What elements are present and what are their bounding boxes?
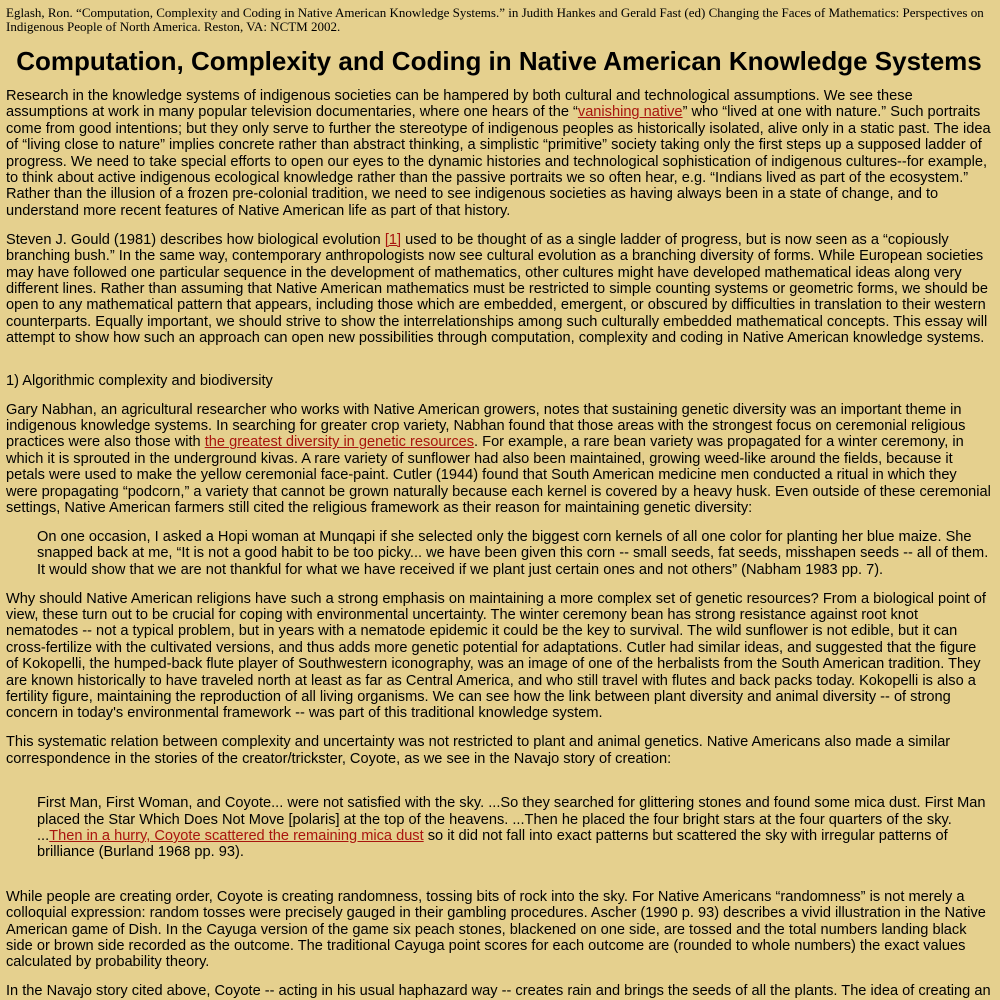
- paragraph-religions-genetics: Why should Native American religions have such a strong emphasis on maintaining a more complex set of genetic resources? From a biological point of view, these turn out to be crucial for coping with environmental uncertainty. The winter ceremony bean has strong resistance against root knot nematodes -- not a typical problem, but in years with a nematode epidemic it could be the key to survival. The wild sunflower is not edible, but it can cross-fertilize with the cultivated versions, and thus adds more genetic potential for adaptations. Cutler had similar ideas, and suggested that the figure of Kokopelli, the humped-back flute player of Southwestern iconography, was an image of one of the herbalists from the South American tradition. They are known historically to have traveled north at least as far as Central America, and who still travel with flutes and back packs today. Kokopelli is also a fertility figure, maintaining the reproduction of all living organisms. We can see how the link between plant diversity and animal diversity -- of strong concern in today's environmental framework -- was part of this traditional knowledge system.: [6, 590, 986, 722]
- text: Gary Nabhan, an agricultural researcher who works with Native American growers, notes that sustaining genetic diversity was an important theme in indigenous knowledge systems. In searching for greater crop variety, Nabhan found that those areas with the strongest focus on ceremonial religious practices were also those with: [6, 401, 966, 451]
- link-genetic-diversity[interactable]: the greatest diversity in genetic resources: [204, 434, 475, 451]
- paragraph-nabhan: [6, 402, 992, 517]
- paragraph-randomness: While people are creating order, Coyote is creating randomness, tossing bits of rock into the sky. For Native Americans “randomness” is not merely a colloquial expression: random tosses were precisely gauged in their gambling procedures. Ascher (1990 p. 93) describes a vivid illustration in the Native American game of Dish. In the Cayuga version of the game six peach stones, blackened on one side, are tossed and the total numbers landing black side or brown side recorded as the outcome. The traditional Cayuga point scores for each outcome are (rounded to whole numbers) the exact values calculated by probability theory.: [6, 888, 986, 971]
- text: Steven J. Gould (1981) describes how biological evolution: [6, 231, 385, 248]
- link-vanishing-native[interactable]: vanishing native: [577, 104, 683, 121]
- text: ” who “lived at one with nature.” Such portraits come from good intentions; but they only serve to further the stereotype of indigenous peoples as historically isolated, alive only in a static past. The idea of “living close to nature” implies concrete rather than abstract thinking, a simplistic “primitive” society taking only the first steps up a supposed ladder of progress. We need to take special efforts to open our eyes to the dynamic histories and technological sophistication of indigenous cultures--for example, to think about active indigenous ecological knowledge rather than the passive portraits we so often hear, e.g. “Indians lived as part of the ecosystem.” Rather than the illusion of a frozen pre-colonial tradition, we need to see indigenous societies as having always been in a state of change, and to understand more recent features of Native American life as part of that history.: [6, 104, 991, 219]
- text: . For example, a rare bean variety was propagated for a winter ceremony, in which it is sprouted in the underground kivas. A rare variety of sunflower had also been maintained, growing weed-like around the fields, because it petals were used to make the yellow ceremonial face-paint. Cutler (1944) found that South American medicine men conducted a ritual in which they were propagating “podcorn,” a variety that cannot be grown naturally because each kernel is covered by a heavy husk. Even outside of these ceremonial settings, Native American farmers still cited the religious framework as their reason for maintaining genetic diversity:: [6, 434, 991, 516]
- paragraph-gould: [6, 232, 992, 347]
- quote-navajo-creation: [37, 795, 992, 861]
- footnote-link-1[interactable]: [1]: [384, 231, 402, 248]
- text: First Man, First Woman, and Coyote... were not satisfied with the sky. ...So they searched for glittering stones and found some mica dust. First Man placed the Star Which Does Not Move [polaris] at the top of the heavens. ...Then he placed the four bright stars at the four quarters of the sky. ...: [37, 795, 986, 844]
- paragraph-complexity-uncertainty: This systematic relation between complexity and uncertainty was not restricted to plant and animal genetics. Native Americans also made a similar correspondence in the stories of the creator/trickster, Coyote, as we see in the Navajo story of creation:: [6, 734, 951, 767]
- paragraph-intro: [6, 88, 992, 219]
- section-heading-algorithmic-complexity: 1) Algorithmic complexity and biodiversity: [6, 372, 273, 389]
- citation: Eglash, Ron. “Computation, Complexity and Coding in Native American Knowledge Systems.” in Judith Hankes and Gerald Fast (ed) Changing the Faces of Mathematics: Perspectives on Indigenous People of North America. Reston, VA: NCTM 2002.: [6, 5, 984, 34]
- page-title: Computation, Complexity and Coding in Native American Knowledge Systems: [16, 46, 982, 76]
- paragraph-navajo-story: In the Navajo story cited above, Coyote -- acting in his usual haphazard way -- creates rain and brings the seeds of all the plants. The idea of creating an: [6, 983, 991, 1000]
- link-coyote-mica-dust[interactable]: Then in a hurry, Coyote scattered the remaining mica dust: [49, 827, 424, 844]
- text: Research in the knowledge systems of indigenous societies can be hampered by both cultural and technological assumptions. We see these assumptions at work in many popular television documentaries, where one hears of the “: [6, 88, 913, 121]
- text: so it did not fall into exact patterns but scattered the sky with irregular patterns of brilliance (Burland 1968 pp. 93).: [37, 827, 948, 861]
- quote-hopi-woman: On one occasion, I asked a Hopi woman at Munqapi if she selected only the biggest corn kernels of all one color for planting her blue maize. She snapped back at me, “It is not a good habit to be too picky... we have been given this corn -- small seeds, fat seeds, misshapen seeds -- all of them. It would show that we are not thankful for what we have received if we plant just certain ones and not others” (Nabham 1983 pp. 7).: [37, 528, 989, 578]
- text: used to be thought of as a single ladder of progress, but is now seen as a “copiously branching bush.” In the same way, contemporary anthropologists now see cultural evolution as a branching diversity of forms. While European societies may have followed one particular sequence in the development of mathematics, other cultures might have developed mathematical ideas along very different lines. Rather than assuming that Native American mathematics must be restricted to simple counting systems or geometric forms, we should be open to any mathematical pattern that appears, including those which are embedded, emergent, or obscured by difficulties in translation to their western counterparts. Equally important, we should strive to show the interrelationships among such culturally embedded mathematical concepts. This essay will attempt to show how such an approach can open new possibilities through computation, complexity and coding in Native American knowledge systems.: [6, 231, 988, 347]
